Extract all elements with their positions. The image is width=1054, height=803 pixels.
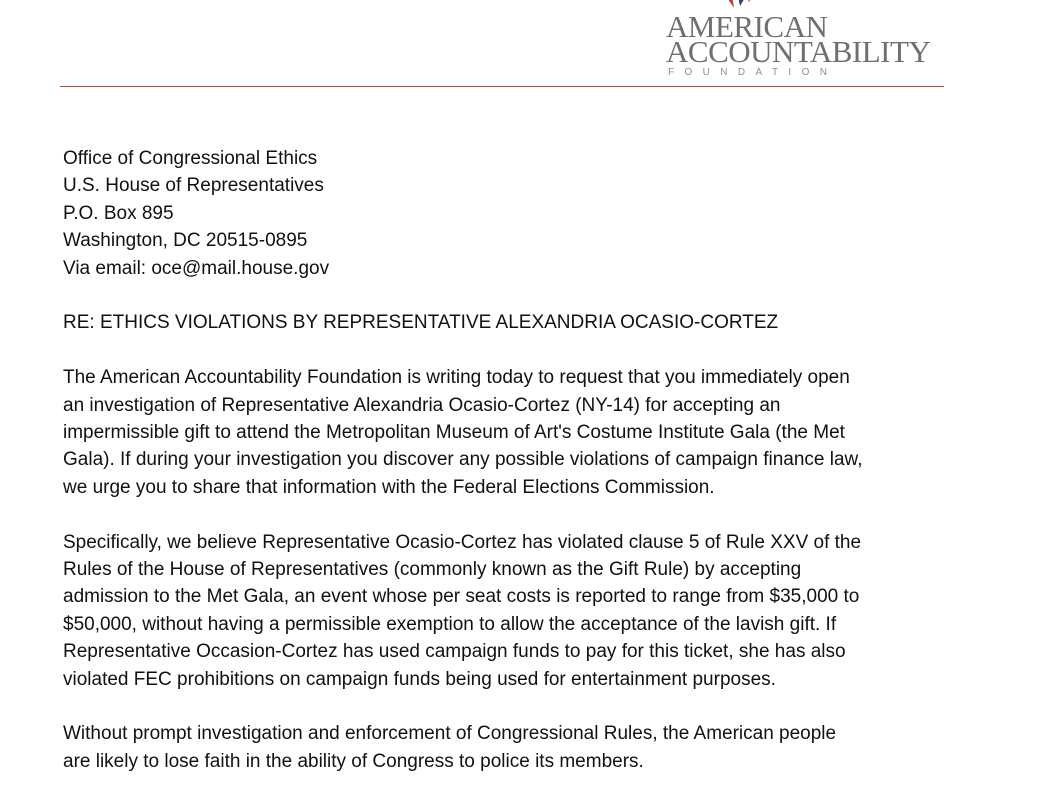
paragraph-violation (63, 529, 963, 693)
paragraph-line: Without prompt investigation and enforcement of Congressional Rules, the American people (63, 723, 837, 745)
paragraph-line: Specifically, we believe Representative Ocasio-Cortez has violated clause 5 of Rule XXV of the (63, 531, 862, 553)
address-line: Washington, DC 20515-0895 (63, 230, 308, 252)
paragraph-line: an investigation of Representative Alexandria Ocasio-Cortez (NY-14) for accepting an (63, 394, 781, 416)
paragraph-line: Representative Occasion-Cortez has used campaign funds to pay for this ticket, she has also (63, 641, 846, 663)
paragraph-line: The American Accountability Foundation is writing today to request that you immediately open (63, 367, 850, 389)
paragraph-line: Rules of the House of Representatives (commonly known as the Gift Rule) by accepting (63, 559, 802, 581)
address-line: P.O. Box 895 (63, 202, 174, 224)
logo-text-accountability: ACCOUNTABILITY (666, 34, 931, 69)
paragraph-line: Gala). If during your investigation you discover any possible violations of campaign finance law, (63, 449, 863, 471)
logo-text-foundation: FOUNDATION (668, 67, 838, 78)
paragraph-line: are likely to lose faith in the ability of Congress to police its members. (63, 750, 644, 772)
address-email-line: Via email: oce@mail.house.gov (63, 257, 330, 279)
paragraph-line: we urge you to share that information with the Federal Elections Commission. (63, 476, 715, 498)
foundation-logo (664, 0, 934, 82)
paragraph-line: admission to the Met Gala, an event whose per seat costs is reported to range from $35,000 to (63, 586, 860, 608)
paragraph-line: $50,000, without having a permissible exemption to allow the acceptance of the lavish gift. If (63, 613, 837, 635)
paragraph-line: violated FEC prohibitions on campaign funds being used for entertainment purposes. (63, 668, 776, 690)
address-line: Office of Congressional Ethics (63, 148, 318, 169)
header-divider (60, 86, 944, 87)
letter-body (63, 145, 963, 803)
subject-line: RE: ETHICS VIOLATIONS BY REPRESENTATIVE ALEXANDRIA OCASIO-CORTEZ (63, 312, 779, 334)
paragraph-conclusion (63, 720, 963, 775)
recipient-address (63, 145, 963, 282)
logo-text-american: AMERICAN (666, 9, 828, 44)
paragraph-line: impermissible gift to attend the Metropolitan Museum of Art's Costume Institute Gala (the Met (63, 422, 845, 444)
address-line: U.S. House of Representatives (63, 175, 324, 197)
paragraph-request (63, 364, 963, 501)
